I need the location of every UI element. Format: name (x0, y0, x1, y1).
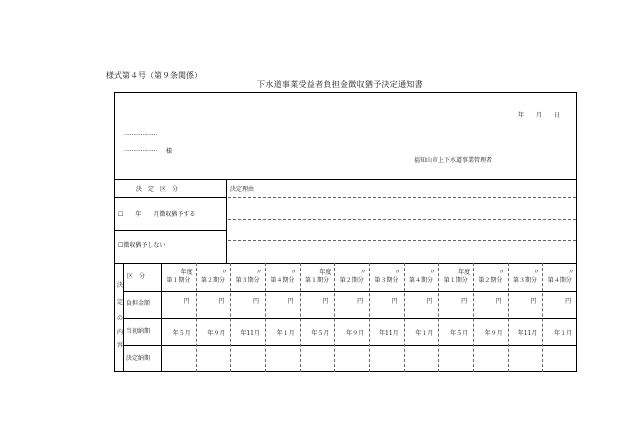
column-header-year: 〃 (360, 269, 367, 276)
original-due-cell: 年１月 (415, 330, 434, 337)
side-label-char: 容 (116, 342, 123, 349)
original-due-cell: 年11月 (240, 330, 260, 337)
original-due-cell: 年５月 (450, 330, 469, 337)
side-label-char: の (116, 315, 123, 322)
column-header-year: 年度 (180, 269, 193, 276)
issuer-name: 福知山市上下水道事業管理者 (414, 157, 493, 164)
original-due-cell: 年11月 (379, 330, 399, 337)
amount-cell[interactable]: 円 (252, 298, 259, 305)
row-header-label: 区 分 (127, 273, 146, 280)
column-header-year: 〃 (568, 269, 575, 276)
column-header-year: 〃 (255, 269, 262, 276)
document-title: 下水道事業受益者負担金徴収猶予決定通知書 (257, 80, 423, 89)
original-due-cell: 年９月 (207, 330, 226, 337)
recipient-name-blank: ……………… (124, 146, 157, 153)
column-header-year: 〃 (290, 269, 297, 276)
amount-cell[interactable]: 円 (357, 298, 364, 305)
original-due-cell: 年５月 (172, 330, 191, 337)
column-header-installment: 第３期分 (235, 277, 260, 284)
column-header-year: 〃 (498, 269, 505, 276)
decision-category-header: 決 定 区 分 (136, 186, 179, 193)
reason-line-3 (228, 240, 576, 241)
amount-cell[interactable]: 円 (461, 298, 468, 305)
original-due-cell: 年11月 (517, 330, 538, 337)
column-header-year: 〃 (394, 269, 401, 276)
amount-cell[interactable]: 円 (287, 298, 294, 305)
column-header-installment: 第１期分 (166, 277, 191, 284)
original-due-cell: 年９月 (346, 330, 365, 337)
form-number: 様式第４号（第９条関係） (106, 71, 202, 80)
original-due-cell: 年９月 (484, 330, 503, 337)
issue-date: 年 月 日 (518, 112, 561, 119)
original-due-cell: 年５月 (311, 330, 330, 337)
column-header-year: 〃 (533, 269, 540, 276)
reason-line-2 (228, 219, 576, 220)
decision-option-rule (114, 230, 226, 231)
amount-cell[interactable]: 円 (426, 298, 433, 305)
honorific-sama: 様 (166, 148, 173, 155)
column-header-year: 〃 (429, 269, 436, 276)
column-header-installment: 第３期分 (513, 277, 538, 284)
amount-cell[interactable]: 円 (218, 298, 225, 305)
column-header-installment: 第２期分 (339, 277, 364, 284)
amount-cell[interactable]: 円 (322, 298, 329, 305)
column-header-installment: 第２期分 (478, 277, 503, 284)
amount-cell[interactable]: 円 (183, 298, 190, 305)
column-header-installment: 第４期分 (409, 277, 434, 284)
column-header-installment: 第４期分 (547, 277, 572, 284)
row-label-original-due: 当初納期 (126, 328, 151, 335)
reason-line-1 (228, 197, 576, 198)
row-label-amount: 負担金額 (126, 300, 151, 307)
column-header-installment: 第１期分 (305, 277, 330, 284)
option-defer-checkbox[interactable]: ☐ 年 月徴収猶予する (118, 211, 196, 218)
address-blank: ……………… (124, 130, 157, 137)
option-no-defer-checkbox[interactable]: ☐徴収猶予しない (118, 242, 166, 249)
column-header-year: 〃 (221, 269, 228, 276)
decision-reason-header: 決定理由 (230, 186, 255, 193)
column-header-installment: 第４期分 (270, 277, 295, 284)
amount-cell[interactable]: 円 (495, 298, 502, 305)
column-header-installment: 第３期分 (374, 277, 399, 284)
amount-cell[interactable]: 円 (530, 298, 537, 305)
side-label-char: 定 (116, 299, 123, 306)
amount-cell[interactable]: 円 (565, 298, 572, 305)
column-header-year: 年度 (458, 269, 471, 276)
decision-divider (226, 179, 227, 263)
amount-row-rule (123, 318, 577, 319)
side-label-char: 決 (116, 282, 123, 289)
decision-top-rule (114, 179, 577, 180)
original-due-cell: 年１月 (554, 330, 573, 337)
amount-cell[interactable]: 円 (391, 298, 398, 305)
row-label-decided-due: 決定納期 (126, 355, 151, 362)
original-due-row-rule (123, 345, 577, 346)
column-header-installment: 第２期分 (201, 277, 226, 284)
column-header-installment: 第１期分 (443, 277, 468, 284)
header-row-rule (123, 291, 577, 292)
side-label-char: 内 (116, 329, 123, 336)
original-due-cell: 年１月 (276, 330, 295, 337)
decision-header-rule (114, 197, 226, 198)
column-header-year: 年度 (319, 269, 332, 276)
